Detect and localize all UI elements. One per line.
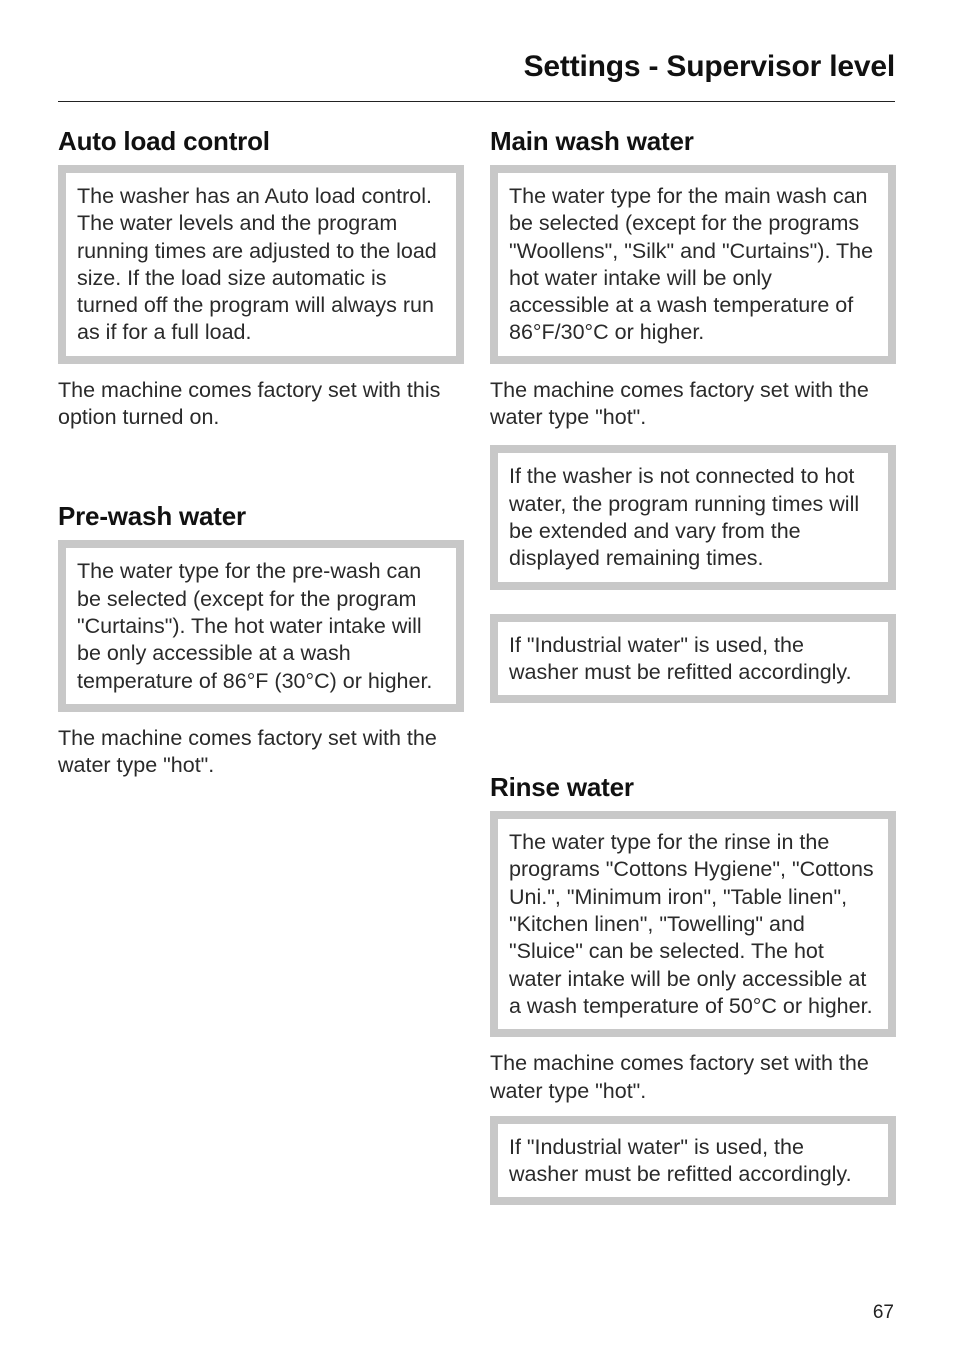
- info-box-auto-load: The washer has an Auto load control. The water levels and the program running times are adjusted to the load size. If the load size automatic is turned off the program will always run as if for a full load.: [58, 165, 464, 364]
- info-box-rinse: The water type for the rinse in the programs "Cottons Hygiene", "Cottons Uni.", "Minimum iron", "Table linen", "Kitchen linen", "Towelling" and "Sluice" can be selected. The hot water intake will be only accessible at a wash temperature of 50°C or higher.: [490, 811, 896, 1037]
- default-setting-text-pre-wash: The machine comes factory set with the water type "hot".: [58, 725, 437, 778]
- section-heading-auto-load-control: Auto load control: [58, 126, 270, 156]
- section-pre-wash-water: [58, 499, 464, 779]
- default-setting-text-auto-load: The machine comes factory set with this option turned on.: [58, 377, 441, 430]
- section-main-wash-water: [490, 124, 896, 703]
- default-setting-text-main-wash: The machine comes factory set with the water type "hot".: [490, 377, 869, 430]
- header-divider: [58, 101, 895, 102]
- info-box-hot-water-connection: If the washer is not connected to hot water, the program running times will be extended and vary from the displayed remaining times.: [490, 445, 896, 589]
- default-setting-text-rinse: The machine comes factory set with the water type "hot".: [490, 1051, 869, 1103]
- info-box-industrial-water-main: If "Industrial water" is used, the washer must be refitted accordingly.: [490, 614, 896, 704]
- right-column: [490, 124, 896, 1205]
- info-box-main-wash: The water type for the main wash can be selected (except for the programs "Woollens", "Silk" and "Curtains"). The hot water intake will be only accessible at a wash temperature of 86°F/30°C or higher.: [490, 165, 896, 364]
- section-heading-rinse-water: Rinse water: [490, 772, 634, 803]
- section-heading-main-wash-water: Main wash water: [490, 126, 694, 156]
- page-title: Settings - Supervisor level: [523, 50, 895, 83]
- left-column: [58, 124, 464, 779]
- info-box-pre-wash: The water type for the pre-wash can be selected (except for the program "Curtains"). The hot water intake will be only accessible at a wash temperature of 86°F (30°C) or higher.: [58, 540, 464, 711]
- page-number: 67: [872, 1302, 894, 1323]
- section-rinse-water: [490, 770, 896, 1205]
- section-heading-pre-wash-water: Pre-wash water: [58, 501, 246, 532]
- section-auto-load-control: [58, 124, 464, 431]
- info-box-industrial-water-rinse: If "Industrial water" is used, the washer must be refitted accordingly.: [490, 1116, 896, 1206]
